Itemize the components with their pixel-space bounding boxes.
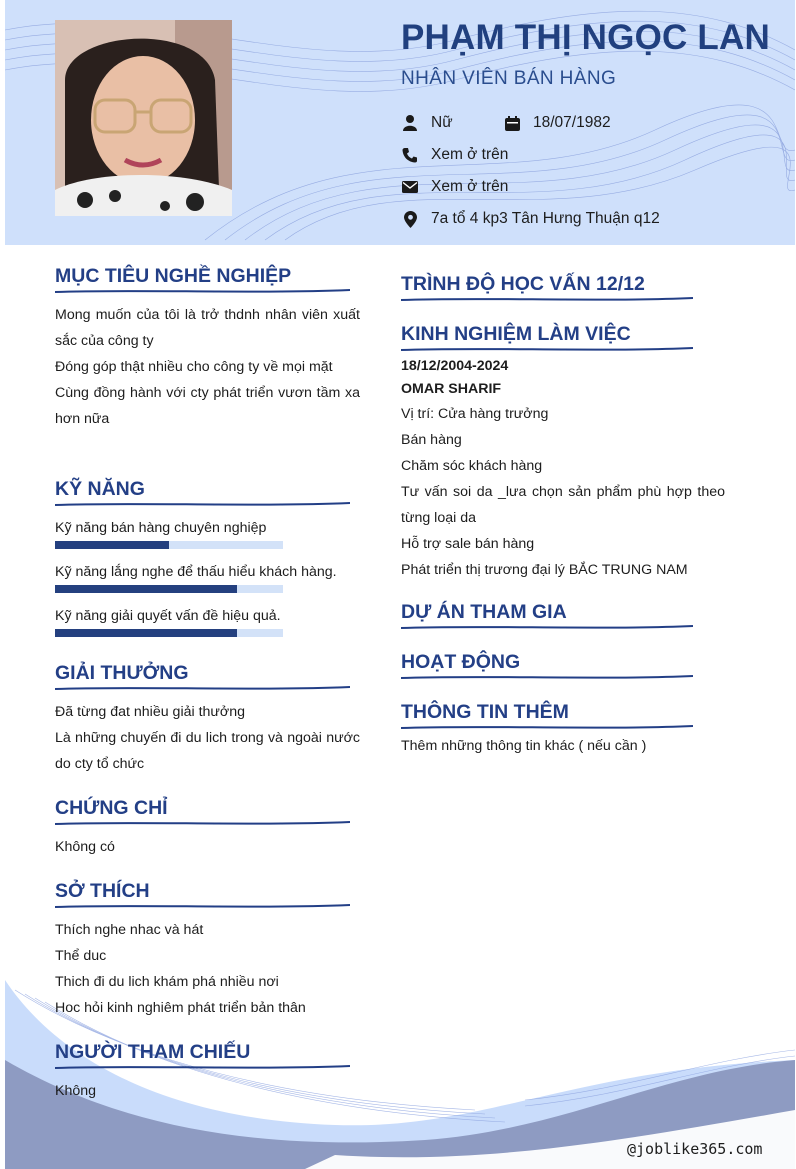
references-underline: [55, 1063, 350, 1071]
candidate-role: NHÂN VIÊN BÁN HÀNG: [401, 68, 617, 89]
activities-title: HOẠT ĐỘNG: [401, 651, 521, 673]
education-title: TRÌNH ĐỘ HỌC VẤN 12/12: [401, 273, 645, 295]
experience-period: 18/12/2004-2024: [401, 358, 509, 374]
email-value: Xem ở trên: [431, 178, 509, 195]
experience-company: OMAR SHARIF: [401, 381, 502, 397]
certificates-title: CHỨNG CHỈ: [55, 797, 168, 819]
skill-label-1: Kỹ năng bán hàng chuyên nghiệp: [55, 520, 267, 536]
certificate-line-1: Không có: [55, 839, 115, 855]
extra-info-underline: [401, 723, 693, 731]
objective-title: MỤC TIÊU NGHỀ NGHIỆP: [55, 265, 292, 287]
calendar-icon: [503, 114, 521, 132]
hobby-line-3: Thich đi du lich khám phá nhiều nơi: [55, 974, 279, 990]
education-underline: [401, 295, 693, 303]
experience-line-4: Tư vấn soi da _lưa chọn sản phẩm phù hợp theo từng loại da: [401, 484, 725, 526]
skill-bar-fill: [55, 629, 237, 637]
objective-underline: [55, 287, 350, 295]
objective-line-3: Cùng đồng hành với cty phát triển vươn tầm xa hơn nữa: [55, 385, 360, 427]
certificates-underline: [55, 819, 350, 827]
location-icon: [401, 210, 419, 228]
hobby-line-2: Thể duc: [55, 948, 107, 964]
email-icon: [401, 178, 419, 196]
experience-line-3: Chăm sóc khách hàng: [401, 458, 543, 474]
objective-line-2: Đóng góp thật nhiều cho công ty về mọi mặt: [55, 359, 333, 375]
experience-line-2: Bán hàng: [401, 432, 462, 448]
extra-info-title: THÔNG TIN THÊM: [401, 701, 569, 723]
resume-page: [5, 0, 795, 1169]
references-title: NGƯỜI THAM CHIẾU: [55, 1041, 251, 1063]
hobby-line-1: Thích nghe nhac và hát: [55, 922, 204, 938]
address-row: [401, 210, 660, 228]
extra-info-line-1: Thêm những thông tin khác ( nếu cần ): [401, 738, 647, 754]
phone-value: Xem ở trên: [431, 146, 509, 163]
hobby-line-4: Hoc hỏi kinh nghiêm phát triển bản thân: [55, 1000, 306, 1016]
award-line-2: Là những chuyến đi du lich trong và ngoài nước do cty tổ chức: [55, 730, 360, 772]
phone-row: [401, 146, 508, 164]
email-row: [401, 178, 508, 196]
gender-value: Nữ: [431, 114, 453, 131]
experience-underline: [401, 345, 693, 353]
awards-underline: [55, 684, 350, 692]
user-icon: [401, 114, 419, 132]
projects-title: DỰ ÁN THAM GIA: [401, 601, 567, 623]
skill-label-2: Kỹ năng lắng nghe để thấu hiểu khách hàng.: [55, 564, 337, 580]
phone-icon: [401, 146, 419, 164]
awards-title: GIẢI THƯỞNG: [55, 662, 189, 684]
skill-label-3: Kỹ năng giải quyết vấn đề hiệu quả.: [55, 608, 281, 624]
skill-bar-fill: [55, 585, 237, 593]
skill-bar-1: [55, 541, 283, 549]
skills-underline: [55, 500, 350, 508]
birthdate-value: 18/07/1982: [533, 114, 611, 131]
reference-line-1: Không: [55, 1083, 97, 1099]
resume-header: [5, 0, 795, 245]
skill-bar-2: [55, 585, 283, 593]
projects-underline: [401, 623, 693, 631]
experience-title: KINH NGHIỆM LÀM VIỆC: [401, 323, 631, 345]
skills-title: KỸ NĂNG: [55, 478, 145, 500]
brand-watermark: @joblike365.com: [627, 1140, 763, 1158]
birthdate-row: [503, 114, 611, 132]
experience-line-5: Hỗ trợ sale bán hàng: [401, 536, 535, 552]
gender-row: [401, 114, 453, 132]
experience-line-6: Phát triển thị trương đại lý BẮC TRUNG NAM: [401, 562, 688, 578]
skill-bar-3: [55, 629, 283, 637]
hobbies-title: SỞ THÍCH: [55, 880, 150, 902]
skill-bar-fill: [55, 541, 169, 549]
address-value: 7a tổ 4 kp3 Tân Hưng Thuận q12: [431, 210, 660, 227]
profile-photo: [55, 20, 232, 216]
award-line-1: Đã từng đat nhiều giải thưởng: [55, 704, 246, 720]
activities-underline: [401, 673, 693, 681]
hobbies-underline: [55, 902, 350, 910]
candidate-name: PHẠM THỊ NGỌC LAN: [401, 18, 770, 57]
objective-line-1: Mong muốn của tôi là trở thdnh nhân viên xuất sắc của công ty: [55, 307, 360, 349]
experience-line-1: Vị trí: Cửa hàng trưởng: [401, 406, 549, 422]
